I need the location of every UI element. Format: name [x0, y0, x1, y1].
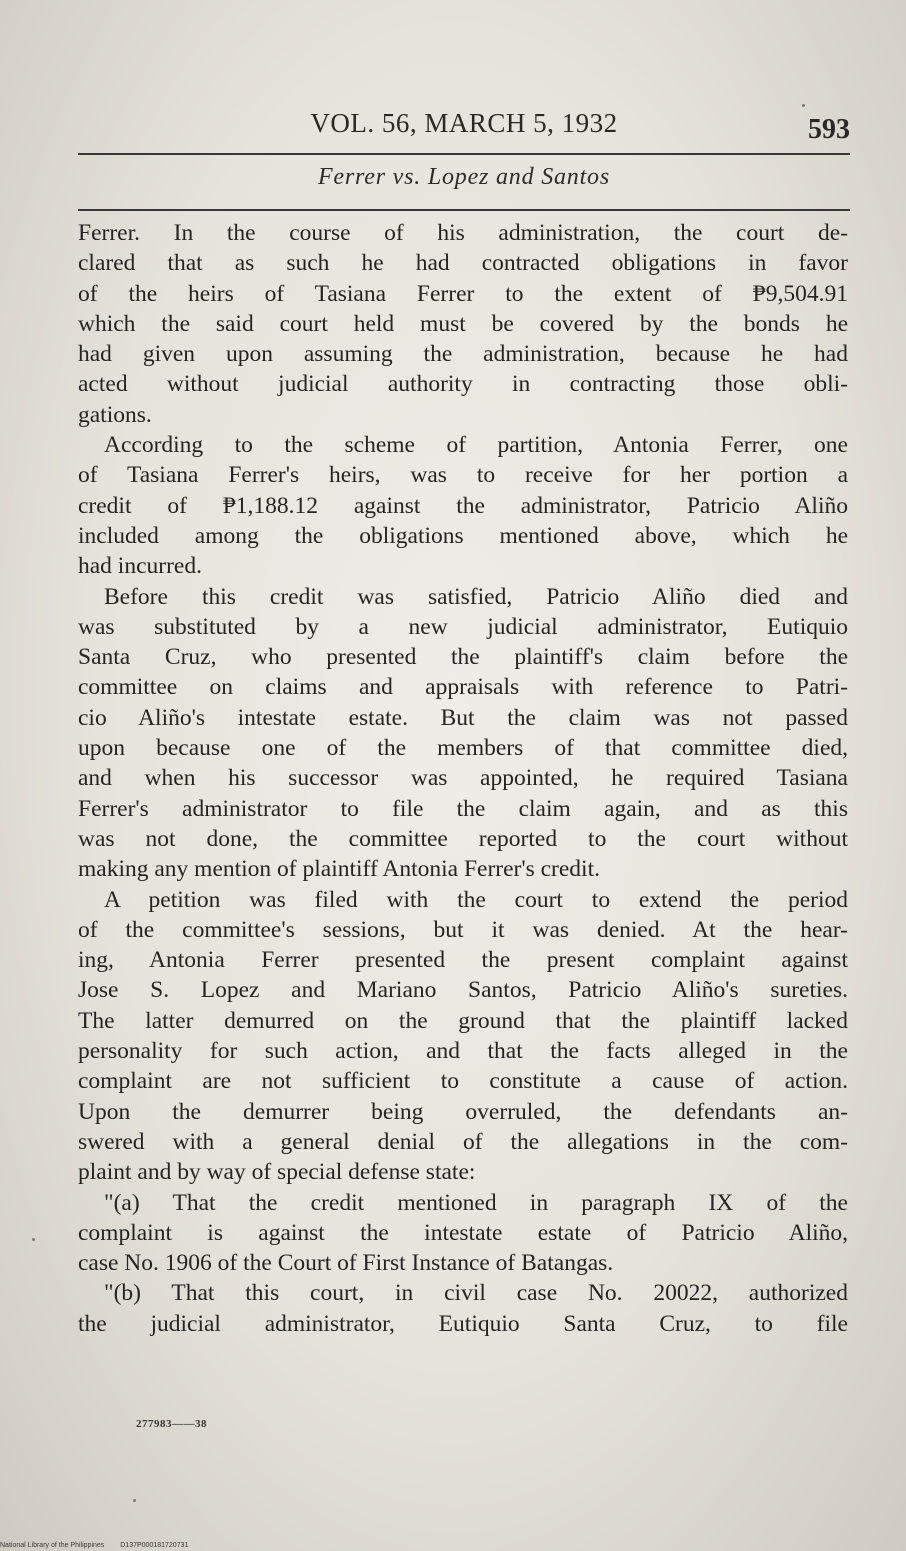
text-line: and when his successor was appointed, he required Tasiana	[78, 765, 848, 792]
page-number: 593	[808, 114, 850, 145]
scan-watermark	[0, 1542, 188, 1549]
text-line: credit of ₱1,188.12 against the administrator, Patricio Aliño	[78, 492, 848, 519]
text-line: acted without judicial authority in contracting those obli-	[78, 371, 848, 398]
text-line: Ferrer's administrator to file the claim again, and as this	[78, 795, 848, 822]
text-line: Jose S. Lopez and Mariano Santos, Patricio Aliño's sureties.	[78, 977, 848, 1004]
text-line: cio Aliño's intestate estate. But the claim was not passed	[78, 704, 848, 731]
text-line: "(a) That the credit mentioned in paragraph IX of the	[104, 1189, 848, 1216]
text-line: clared that as such he had contracted obligations in favor	[78, 250, 848, 277]
text-line: ing, Antonia Ferrer presented the present complaint against	[78, 947, 848, 974]
volume-date: VOL. 56, MARCH 5, 1932	[310, 108, 618, 138]
text-line: the judicial administrator, Eutiquio Santa Cruz, to file	[78, 1310, 848, 1337]
body-text	[78, 218, 848, 1339]
text-line: complaint is against the intestate estate of Patricio Aliño,	[78, 1219, 848, 1246]
text-line: was not done, the committee reported to the court without	[78, 825, 848, 852]
text-line: Before this credit was satisfied, Patricio Aliño died and	[104, 583, 848, 610]
text-line: A petition was filed with the court to extend the period	[104, 886, 848, 913]
running-head	[78, 108, 850, 148]
text-line: According to the scheme of partition, Antonia Ferrer, one	[104, 432, 848, 459]
text-line: swered with a general denial of the allegations in the com-	[78, 1128, 848, 1155]
scan-speck	[32, 1238, 35, 1241]
text-line: of Tasiana Ferrer's heirs, was to receive for her portion a	[78, 462, 848, 489]
text-line: had incurred.	[78, 553, 202, 580]
text-line: had given upon assuming the administration, because he had	[78, 341, 848, 368]
text-line: upon because one of the members of that committee died,	[78, 735, 848, 762]
text-line: "(b) That this court, in civil case No. 20022, authorized	[104, 1280, 848, 1307]
text-line: included among the obligations mentioned above, which he	[78, 522, 848, 549]
text-line: which the said court held must be covered by the bonds he	[78, 310, 848, 337]
text-line: of the heirs of Tasiana Ferrer to the extent of ₱9,504.91	[78, 280, 848, 307]
printer-signature: 277983——38	[136, 1418, 207, 1430]
text-line: personality for such action, and that the facts alleged in the	[78, 1038, 848, 1065]
library-name: National Library of the Philippines	[0, 1542, 105, 1549]
text-line: The latter demurred on the ground that the plaintiff lacked	[78, 1007, 848, 1034]
scan-speck	[133, 1499, 136, 1502]
text-line: was substituted by a new judicial administrator, Eutiquio	[78, 613, 848, 640]
header-rule-bottom	[78, 209, 850, 211]
header-rule-top	[78, 153, 850, 155]
scan-speck	[802, 104, 805, 107]
text-line: Ferrer. In the course of his administration, the court de-	[78, 220, 848, 246]
text-line: plaint and by way of special defense state:	[78, 1159, 476, 1186]
case-title: Ferrer vs. Lopez and Santos	[317, 164, 611, 190]
text-line: of the committee's sessions, but it was denied. At the hear-	[78, 916, 848, 943]
text-line: committee on claims and appraisals with reference to Patri-	[78, 674, 848, 701]
text-line: making any mention of plaintiff Antonia Ferrer's credit.	[78, 856, 600, 883]
text-line: gations.	[78, 401, 152, 428]
text-line: Santa Cruz, who presented the plaintiff's claim before the	[78, 644, 848, 671]
record-id: D137P000181720731	[120, 1542, 189, 1549]
text-line: complaint are not sufficient to constitute a cause of action.	[78, 1068, 848, 1095]
text-line: case No. 1906 of the Court of First Instance of Batangas.	[78, 1250, 614, 1277]
text-line: Upon the demurrer being overruled, the defendants an-	[78, 1098, 848, 1125]
